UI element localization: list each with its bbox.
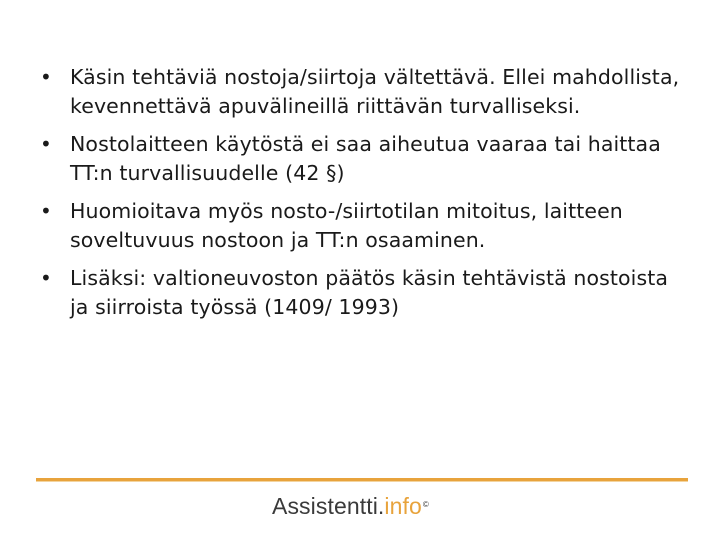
bullet-text: Huomioitava myös nosto-/siirtotilan mitoitus, laitteen soveltuvuus nostoon ja TT:n osaaminen. [70, 199, 623, 252]
bullet-text: Lisäksi: valtioneuvoston päätös käsin tehtävistä nostoista ja siirroista työssä (1409/ 1993) [70, 266, 669, 319]
bullet-item [36, 63, 686, 121]
bullet-icon: • [40, 199, 52, 223]
logo-mark-icon: © [422, 500, 429, 509]
bullet-item [36, 264, 686, 322]
bullet-text: Nostolaitteen käytöstä ei saa aiheutua vaaraa tai haittaa TT:n turvallisuudelle (42 §) [70, 132, 661, 185]
bullet-item [36, 197, 686, 255]
logo-text-main: Assistentti. [272, 493, 385, 519]
bullet-icon: • [40, 132, 52, 156]
bullet-text: Käsin tehtäviä nostoja/siirtoja vältettävä. Ellei mahdollista, kevennettävä apuvälineillä riittävän turvalliseksi. [70, 65, 680, 118]
bullet-list [36, 63, 686, 331]
bullet-icon: • [40, 266, 52, 290]
bullet-icon: • [40, 65, 52, 89]
footer-logo [272, 491, 429, 521]
bullet-item [36, 130, 686, 188]
footer-divider-shadow [36, 481, 688, 482]
logo-text-accent: info [384, 493, 422, 519]
